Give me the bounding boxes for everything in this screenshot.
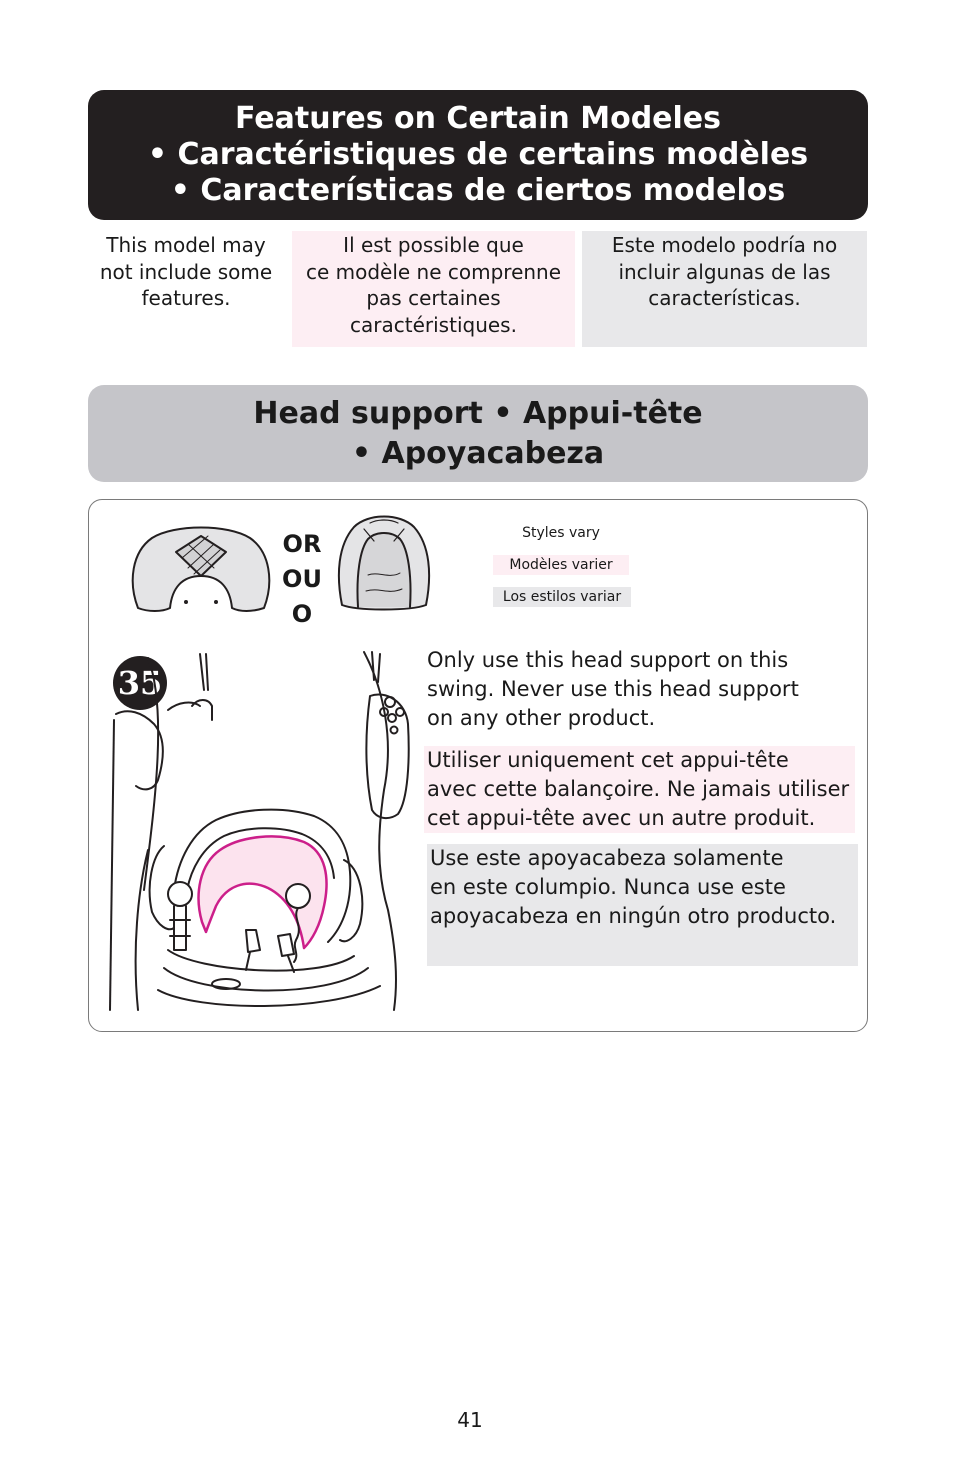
features-note-es [582,231,867,347]
step-line: swing. Never use this head support [427,677,799,701]
note-line: caractéristiques. [350,312,517,337]
step-line: Only use this head support on this [427,648,789,672]
head-support-header-line: • Apoyacabeza [351,435,605,471]
note-line: This model may [106,233,266,257]
features-header-line: • Caractéristiques de certains modèles [147,137,809,172]
head-support-body-insert-illustration [334,515,434,613]
page-number: 41 [457,1408,483,1432]
head-support-cushion-illustration [128,522,274,614]
step-text-fr [424,746,855,833]
step-number-badge: 35 [113,656,167,710]
styles-vary-en: Styles vary [522,525,600,541]
note-line: Este modelo podría no [611,233,838,257]
note-line: características. [648,286,801,310]
note-line: not include some [99,259,273,284]
step-line: en este columpio. Nunca use este [430,875,786,899]
or-label-fr: OU [282,565,322,593]
note-line: pas certaines [366,286,501,310]
step-line: cet appui-tête avec un autre produit. [427,806,816,830]
head-support-header [88,385,868,482]
styles-vary-es: Los estilos variar [493,587,631,607]
features-note-en [88,231,284,347]
step-line: Use este apoyacabeza solamente [430,846,784,870]
features-header-line: • Características de ciertos modelos [170,173,786,208]
head-support-header-line: Head support • Appui-tête [253,395,703,431]
note-line: features. [141,286,231,310]
step-line: avec cette balançoire. Ne jamais utiliser [427,777,850,801]
note-line: incluir algunas de las [618,259,831,284]
step-text-es [427,844,858,966]
features-note-fr [292,231,575,347]
styles-vary-fr: Modèles varier [493,555,629,575]
or-label-en: OR [282,530,322,558]
swing-with-head-support-illustration [108,650,412,1012]
or-label-es: O [291,600,313,628]
or-label [282,527,322,632]
note-line: Il est possible que [343,233,524,257]
step-text-en [427,646,847,733]
features-header [88,90,868,220]
step-line: on any other product. [427,706,656,730]
step-line: Utiliser uniquement cet appui-tête [427,748,789,772]
note-line: ce modèle ne comprenne [305,259,562,284]
features-header-line: Features on Certain Modeles [234,101,722,136]
step-line: apoyacabeza en ningún otro producto. [430,904,837,928]
